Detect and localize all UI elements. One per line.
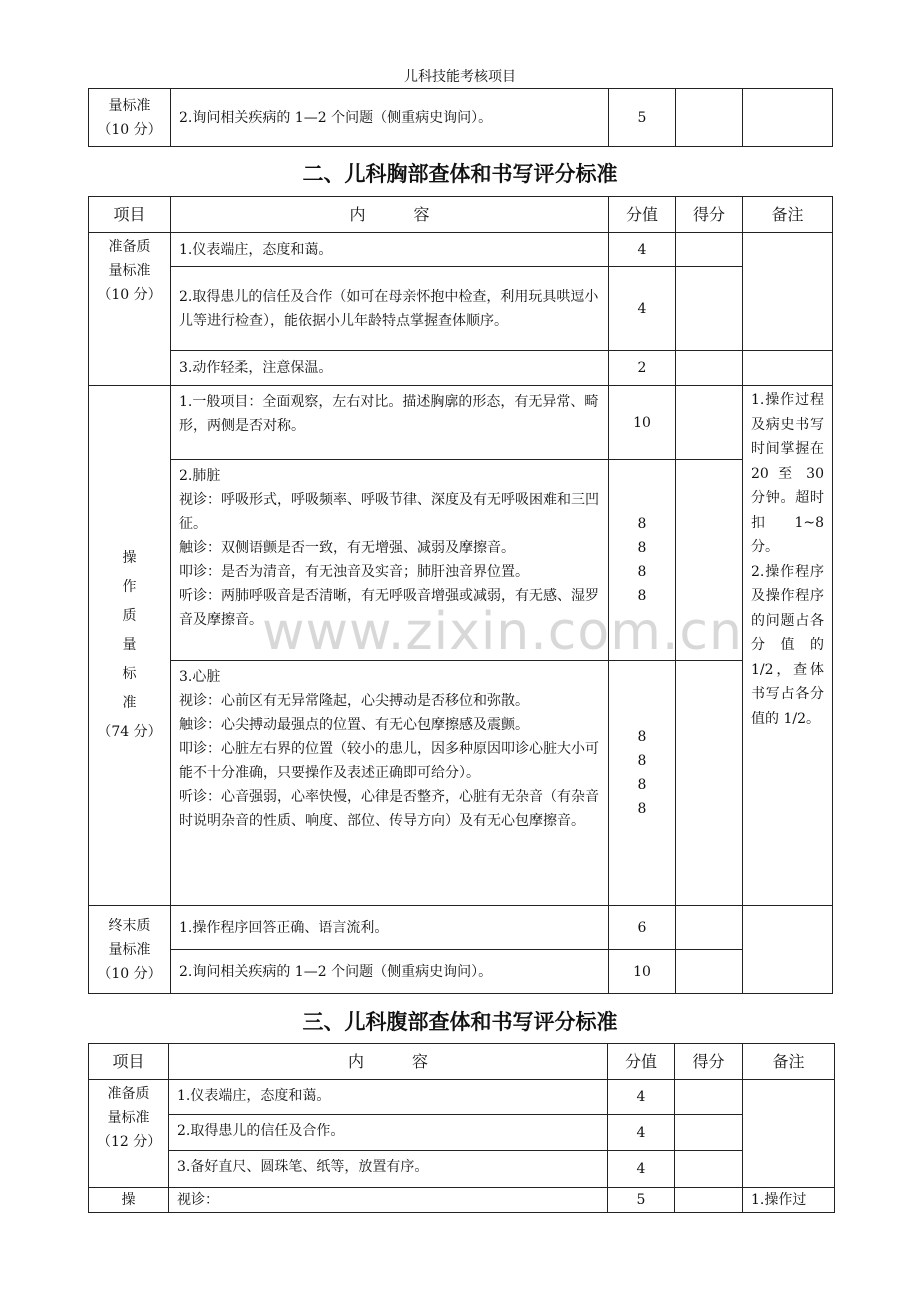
note-cell bbox=[743, 1080, 835, 1188]
table-row bbox=[89, 1080, 835, 1115]
category-label: 准备质 量标准 （10 分） bbox=[97, 239, 162, 303]
section3-title: 三、儿科腹部查体和书写评分标准 bbox=[302, 1010, 618, 1034]
note-cell bbox=[743, 906, 833, 994]
header-content: 内 容 bbox=[171, 197, 609, 233]
content-cell: 2.取得患儿的信任及合作。 bbox=[169, 1115, 608, 1151]
content-cell: 1.操作程序回答正确、语言流利。 bbox=[171, 906, 609, 950]
content-text: 2.肺脏 视诊：呼吸形式，呼吸频率、呼吸节律、深度及有无呼吸困难和三凹征。 触诊：双侧语颤是否一致，有无增强、减弱及摩擦音。 叩诊：是否为清音，有无浊音及实音；肺肝浊音界位置。 听诊：两肺呼吸音是否清晰，有无呼吸音增强或减弱，有无感、湿罗音及摩擦音。 bbox=[179, 468, 599, 628]
note-text: 1.操作过程及病史书写时间掌握在 20 至 30 分钟。超时扣 1~8 分。 2.操作程序及操作程序的问题占各分值的 1/2，查体书写占各分值的 1/2。 bbox=[751, 392, 824, 727]
got-cell bbox=[676, 89, 743, 147]
header-item: 项目 bbox=[89, 197, 171, 233]
header-score: 分值 bbox=[608, 1044, 675, 1080]
table-row bbox=[89, 386, 833, 460]
got-cell bbox=[676, 386, 743, 460]
header-note: 备注 bbox=[743, 1044, 835, 1080]
table-row bbox=[89, 906, 833, 950]
table-row bbox=[89, 351, 833, 386]
note-cell bbox=[743, 89, 833, 147]
table-header-row bbox=[89, 197, 833, 233]
content-cell: 3.动作轻柔，注意保温。 bbox=[171, 351, 609, 386]
header-item: 项目 bbox=[89, 1044, 169, 1080]
header-score: 分值 bbox=[609, 197, 676, 233]
page-header: 儿科技能考核项目 bbox=[404, 69, 516, 85]
score-stack: 8 8 8 8 bbox=[637, 516, 647, 604]
category-cell bbox=[89, 1080, 169, 1188]
table-row bbox=[89, 1151, 835, 1188]
category-cell: 操 bbox=[89, 1188, 169, 1213]
content-cell: 2.取得患儿的信任及合作（如可在母亲怀抱中检查，利用玩具哄逗小儿等进行检查），能依据小儿年龄特点掌握查体顺序。 bbox=[171, 267, 609, 351]
header-content: 内 容 bbox=[169, 1044, 608, 1080]
content-cell: 1.一般项目：全面观察，左右对比。描述胸廓的形态，有无异常、畸形，两侧是否对称。 bbox=[171, 386, 609, 460]
section2-title: 二、儿科胸部查体和书写评分标准 bbox=[302, 162, 618, 186]
score-stack: 8 8 8 8 bbox=[637, 729, 647, 817]
got-cell bbox=[676, 233, 743, 267]
note-cell bbox=[743, 233, 833, 351]
score-cell: 4 bbox=[608, 1151, 675, 1188]
category-cell bbox=[89, 386, 171, 906]
content-cell: 视诊： bbox=[169, 1188, 608, 1213]
content-cell: 1.仪表端庄，态度和蔼。 bbox=[169, 1080, 608, 1115]
note-cell: 1.操作过 bbox=[743, 1188, 835, 1213]
content-cell: 2.询问相关疾病的 1—2 个问题（侧重病史询问）。 bbox=[171, 950, 609, 994]
score-cell: 4 bbox=[608, 1080, 675, 1115]
score-cell: 4 bbox=[609, 267, 676, 351]
note-cell bbox=[743, 386, 833, 906]
score-cell: 10 bbox=[609, 950, 676, 994]
table-header-row bbox=[89, 1044, 835, 1080]
score-cell: 5 bbox=[609, 89, 676, 147]
table-row bbox=[89, 233, 833, 267]
table-row bbox=[89, 460, 833, 661]
score-cell: 4 bbox=[608, 1115, 675, 1151]
content-cell bbox=[171, 661, 609, 906]
category-cell bbox=[89, 233, 171, 386]
got-cell bbox=[676, 460, 743, 661]
table-row bbox=[89, 1115, 835, 1151]
table-row bbox=[89, 267, 833, 351]
table-row bbox=[89, 661, 833, 906]
table-row bbox=[89, 1188, 835, 1213]
section2-table bbox=[88, 196, 833, 994]
header-got: 得分 bbox=[676, 197, 743, 233]
content-text: 3.心脏 视诊：心前区有无异常隆起，心尖搏动是否移位和弥散。 触诊：心尖搏动最强点的位置、有无心包摩擦感及震颤。 叩诊：心脏左右界的位置（较小的患儿，因多种原因叩诊心脏大小可能不十分准确，只要操作及表述正确即可给分）。 听诊：心音强弱，心率快慢，心律是否整齐，心脏有无杂音（有杂音时说明杂音的性质、响度、部位、传导方向）及有无心包摩擦音。 bbox=[179, 669, 599, 829]
got-cell bbox=[676, 661, 743, 906]
note-cell bbox=[743, 351, 833, 386]
score-cell: 6 bbox=[609, 906, 676, 950]
category-label: 准备质 量标准 （12 分） bbox=[97, 1086, 162, 1150]
content-cell: 1.仪表端庄，态度和蔼。 bbox=[171, 233, 609, 267]
header-note: 备注 bbox=[743, 197, 833, 233]
score-cell: 2 bbox=[609, 351, 676, 386]
got-cell bbox=[675, 1188, 743, 1213]
score-cell bbox=[609, 460, 676, 661]
table-row bbox=[89, 950, 833, 994]
got-cell bbox=[675, 1080, 743, 1115]
content-cell: 3.备好直尺、圆珠笔、纸等，放置有序。 bbox=[169, 1151, 608, 1188]
got-cell bbox=[675, 1115, 743, 1151]
watermark: www.zixin.com.cn bbox=[262, 602, 743, 662]
category-label: 量标准 （10 分） bbox=[97, 97, 162, 138]
score-cell: 10 bbox=[609, 386, 676, 460]
category-label: 终末质 量标准 （10 分） bbox=[97, 917, 162, 982]
score-cell: 5 bbox=[608, 1188, 675, 1213]
score-cell: 4 bbox=[609, 233, 676, 267]
got-cell bbox=[676, 267, 743, 351]
score-cell bbox=[609, 661, 676, 906]
got-cell bbox=[676, 906, 743, 950]
header-got: 得分 bbox=[675, 1044, 743, 1080]
content-cell: 2.询问相关疾病的 1—2 个问题（侧重病史询问）。 bbox=[171, 89, 609, 147]
category-label: 操 作 质 量 标 准 （74 分） bbox=[97, 550, 162, 740]
content-cell bbox=[171, 460, 609, 661]
category-cell bbox=[89, 89, 171, 147]
got-cell bbox=[675, 1151, 743, 1188]
got-cell bbox=[676, 950, 743, 994]
category-cell bbox=[89, 906, 171, 994]
got-cell bbox=[676, 351, 743, 386]
section3-table bbox=[88, 1043, 835, 1213]
top-table bbox=[88, 88, 833, 147]
